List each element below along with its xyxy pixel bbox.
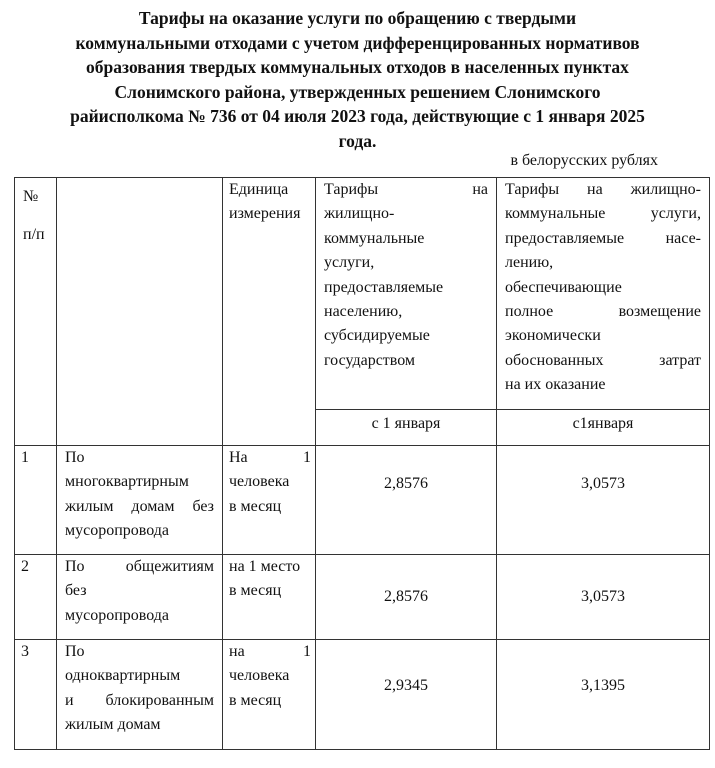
text-line: Единица: [229, 181, 289, 198]
text-line: мусоропровода: [65, 522, 170, 540]
text-line: экономически: [505, 327, 601, 345]
row-subsidized-tariff: 2,9345: [316, 640, 497, 750]
text-line: Тарифы на оказание услуги по обращению с твердыми: [138, 8, 577, 28]
row-full-cost-tariff: 3,0573: [497, 446, 710, 555]
row-unit: [223, 640, 316, 750]
header-subsidized: [316, 178, 497, 410]
text-line: государством: [324, 351, 416, 369]
row-num: 1: [15, 446, 57, 555]
text-line: обоснованных затрат: [505, 351, 701, 369]
text-line: образования твердых коммунальных отходов в населенных пунктах: [86, 57, 629, 78]
text-line: Тарифы на: [324, 181, 488, 198]
row-subsidized-tariff: 2,8576: [316, 555, 497, 640]
text-line: предоставляемые насе-: [505, 229, 701, 247]
table-header-row: [15, 178, 710, 410]
text-line: предоставляемые: [324, 278, 444, 296]
text-line: По: [65, 643, 85, 660]
text-line: измерения: [229, 205, 301, 223]
text-line: мусоропровода: [65, 606, 170, 624]
text-line: на 1 место: [229, 558, 301, 575]
header-subsidized-date: с 1 января: [316, 410, 497, 446]
row-full-cost-tariff: 3,1395: [497, 640, 710, 750]
text-line: полное возмещение: [505, 303, 701, 321]
table-row: [15, 446, 710, 555]
header-unit: [223, 178, 316, 446]
row-num: 3: [15, 640, 57, 750]
header-full-cost-date: с1января: [497, 410, 710, 446]
table-row: [15, 640, 710, 750]
header-full-cost: [497, 178, 710, 410]
tariff-table: [14, 177, 710, 750]
text-line: в месяц: [229, 497, 282, 515]
header-name: [57, 178, 223, 446]
text-line: коммунальные услуги,: [505, 205, 701, 223]
text-line: многоквартирным: [65, 473, 189, 491]
row-unit: [223, 446, 316, 555]
text-line: жилым домам: [65, 716, 161, 734]
text-line: По общежитиям: [65, 558, 214, 575]
row-name: [57, 446, 223, 555]
text-line: на 1: [229, 643, 311, 660]
row-subsidized-tariff: 2,8576: [316, 446, 497, 555]
text-line: и блокированным: [65, 691, 214, 709]
text-line: Слонимского района, утвержденных решением Слонимского: [114, 81, 601, 102]
text-line: лению,: [505, 254, 554, 272]
text-line: райисполкома № 736 от 04 июля 2023 года, действующие с 1 января 2025: [70, 106, 645, 127]
text-line: года.: [338, 130, 377, 151]
text-line: п/п: [23, 226, 45, 243]
text-line: человека: [229, 667, 290, 685]
text-line: Тарифы на жилищно-: [505, 181, 701, 198]
text-line: На 1: [229, 449, 311, 466]
text-line: одноквартирным: [65, 667, 181, 685]
text-line: без: [65, 582, 87, 600]
row-unit: [223, 555, 316, 640]
text-line: коммунальные: [324, 229, 425, 247]
row-full-cost-tariff: 3,0573: [497, 555, 710, 640]
header-num: [15, 178, 57, 446]
document-title: [10, 6, 705, 154]
text-line: №: [23, 188, 39, 205]
text-line: в месяц: [229, 582, 282, 600]
row-num: 2: [15, 555, 57, 640]
text-line: человека: [229, 473, 290, 491]
text-line: услуги,: [324, 254, 375, 272]
table-row: [15, 555, 710, 640]
text-line: населению,: [324, 303, 403, 321]
text-line: коммунальными отходами с учетом дифференцированных нормативов: [75, 32, 640, 53]
text-line: на их оказание: [505, 376, 606, 394]
text-line: в месяц: [229, 691, 282, 709]
text-line: жилищно-: [324, 205, 395, 223]
text-line: субсидируемые: [324, 327, 430, 345]
text-line: жилым домам без: [65, 497, 214, 515]
row-name: [57, 640, 223, 750]
currency-note: в белорусских рублях: [510, 152, 658, 169]
text-line: обеспечивающие: [505, 278, 622, 296]
row-name: [57, 555, 223, 640]
text-line: По: [65, 449, 85, 466]
